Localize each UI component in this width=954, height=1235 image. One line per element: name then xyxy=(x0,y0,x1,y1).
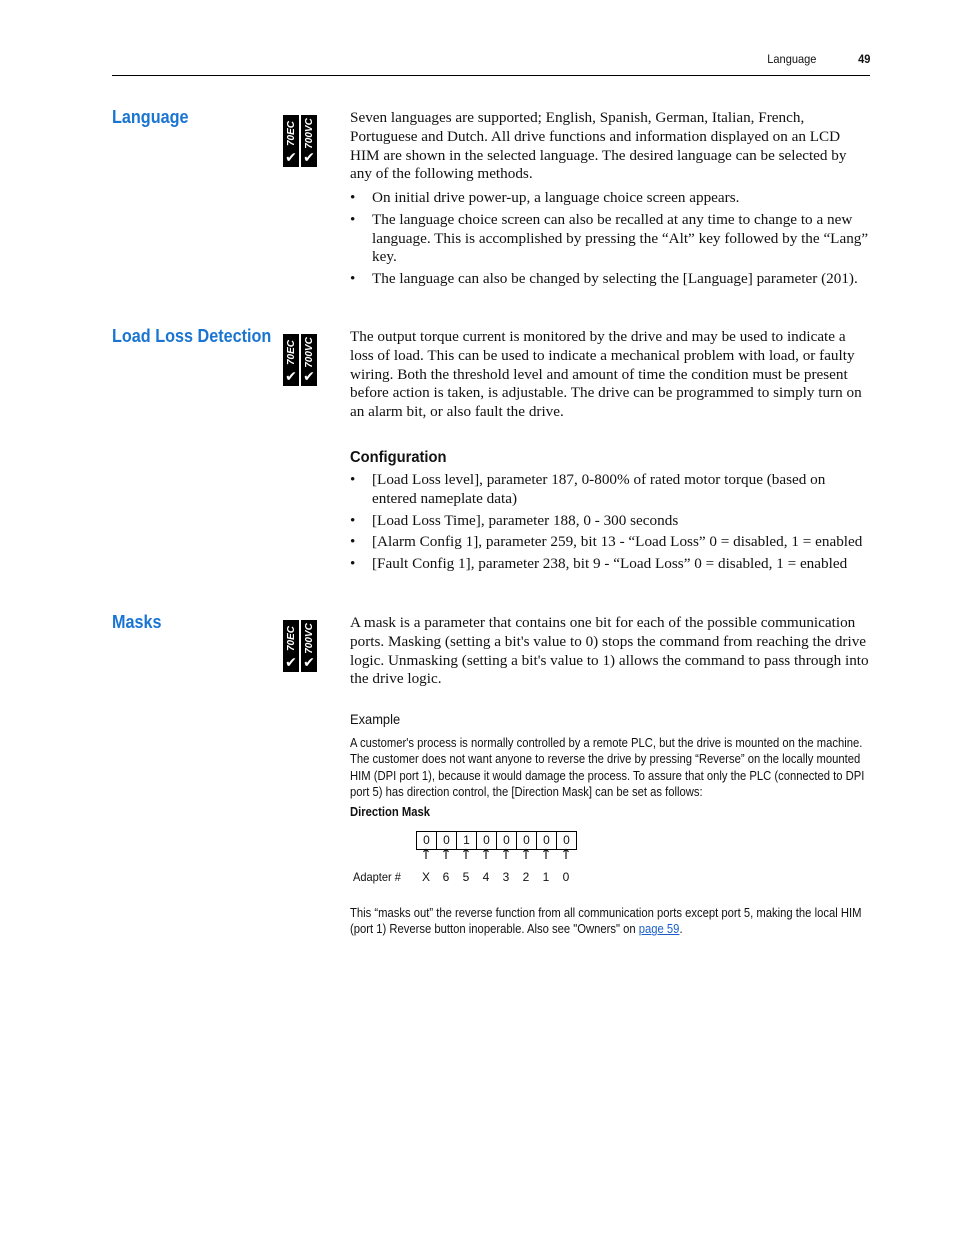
mask-bit: 0 xyxy=(476,832,496,849)
direction-mask-title: Direction Mask xyxy=(350,805,431,819)
section-title-load-loss: Load Loss Detection xyxy=(112,326,272,346)
port-number: X xyxy=(421,870,430,884)
adapter-label: Adapter # xyxy=(353,870,401,884)
closing-text: This “masks out” the reverse function from all communication ports except port 5, making the local HIM (port 1) Reverse button inoperable. Also see "Owners" on xyxy=(350,906,862,937)
masks-paragraph: A mask is a parameter that contains one bit for each of the possible communication ports. Masking (setting a bit's value to 0) stops the command from reaching the drive logic. Unmasking (setting a bit's value to 1) allows the command to pass through into the drive logic. xyxy=(350,614,869,688)
arrow-up-icon: ↑ xyxy=(540,847,552,863)
port-number: 4 xyxy=(482,870,490,884)
check-icon: ✔ xyxy=(285,655,297,671)
list-item: • [Load Loss Time], parameter 188, 0 - 300 seconds xyxy=(350,511,679,529)
page-59-link[interactable]: page 59 xyxy=(638,922,680,937)
mask-bit: 0 xyxy=(556,832,576,849)
port-number: 5 xyxy=(462,870,470,884)
mask-bit: 0 xyxy=(423,833,430,847)
check-icon: ✔ xyxy=(303,369,315,385)
drive-compat-badge xyxy=(283,115,318,167)
list-item: • The language choice screen can also be recalled at any time to change to a new language. This is accomplished by pressing the “Alt” key followed by the “Lang” key. xyxy=(350,210,869,266)
badge-700vc-label: 700VC xyxy=(303,336,315,368)
badge-70ec-label: 70EC xyxy=(285,120,297,146)
header-section-name: Language xyxy=(766,52,816,66)
example-text: A customer's process is normally controlled by a remote PLC, but the drive is mounted on the machine. The customer does not want anyone to reverse the drive by pressing “Reverse” on the locally mounted HIM (DPI port 1), because it would damage the process. To assure that only the PLC (connected to DPI port 5) has direction control, the [Direction Mask] can be set as follows: xyxy=(350,736,865,800)
list-item-text: [Load Loss Time], parameter 188, 0 - 300 seconds xyxy=(372,511,679,529)
configuration-heading: Configuration xyxy=(350,449,447,466)
list-item: • [Fault Config 1], parameter 238, bit 9 - “Load Loss” 0 = disabled, 1 = enabled xyxy=(350,555,848,573)
check-icon: ✔ xyxy=(303,150,315,166)
arrow-up-icon: ↑ xyxy=(560,847,572,863)
section-title-masks: Masks xyxy=(112,612,162,632)
badge-70ec-label: 70EC xyxy=(285,625,297,651)
badge-700vc xyxy=(301,620,317,672)
list-item-text: [Fault Config 1], parameter 238, bit 9 - “Load Loss” 0 = disabled, 1 = enabled xyxy=(372,555,848,573)
mask-bit: 1 xyxy=(456,832,476,849)
mask-bit: 0 xyxy=(536,832,556,849)
list-item: • The language can also be changed by selecting the [Language] parameter (201). xyxy=(350,270,858,288)
closing-paragraph xyxy=(350,905,872,938)
arrow-up-icon: ↑ xyxy=(460,847,472,863)
port-number: 2 xyxy=(522,870,530,884)
badge-700vc-label: 700VC xyxy=(303,622,315,654)
check-icon: ✔ xyxy=(285,150,297,166)
badge-70ec xyxy=(283,115,299,167)
arrow-up-icon: ↑ xyxy=(440,847,452,863)
arrow-up-icon: ↑ xyxy=(520,847,532,863)
list-item-text: The language can also be changed by selecting the [Language] parameter (201). xyxy=(372,270,858,288)
direction-mask-diagram xyxy=(350,830,590,890)
header-rule xyxy=(112,75,870,76)
list-item-text: On initial drive power-up, a language choice screen appears. xyxy=(372,189,740,206)
example-label: Example xyxy=(350,711,401,727)
list-item: • On initial drive power-up, a language choice screen appears. xyxy=(350,189,740,206)
mask-bit: 0 xyxy=(516,832,536,849)
closing-end: . xyxy=(679,922,683,937)
port-number: 3 xyxy=(502,870,510,884)
badge-70ec-label: 70EC xyxy=(285,339,297,365)
port-number: 1 xyxy=(542,870,550,884)
list-item-text: [Alarm Config 1], parameter 259, bit 13 - “Load Loss” 0 = disabled, 1 = enabled xyxy=(372,533,863,551)
port-number: 0 xyxy=(562,870,570,884)
list-item-text: The language choice screen can also be recalled at any time to change to a new language. This is accomplished by pressing the “Alt” key followed by the “Lang” key. xyxy=(372,210,869,266)
drive-compat-badge xyxy=(283,620,318,672)
load-loss-paragraph: The output torque current is monitored by the drive and may be used to indicate a loss of load. This can be used to indicate a mechanical problem with load, or faulty wiring. Both the threshold level and amount of time the condition must be present before action is taken, is adjustable. The drive can be programmed to simply turn on an alarm bit, or also fault the drive. xyxy=(350,328,862,421)
load-loss-bullet-list xyxy=(350,471,872,577)
mask-bit: 0 xyxy=(436,832,456,849)
list-item: • [Alarm Config 1], parameter 259, bit 13 - “Load Loss” 0 = disabled, 1 = enabled xyxy=(350,533,863,551)
language-paragraph: Seven languages are supported; English, Spanish, German, Italian, French, Portuguese and Dutch. All drive functions and information displayed on an LCD HIM are shown in the selected language. The desired language can be selected by any of the following methods. xyxy=(350,109,847,183)
language-bullet-list xyxy=(350,189,872,292)
badge-70ec xyxy=(283,620,299,672)
arrow-up-icon: ↑ xyxy=(420,847,432,863)
badge-70ec xyxy=(283,334,299,386)
list-item: • [Load Loss level], parameter 187, 0-800% of rated motor torque (based on entered nameplate data) xyxy=(350,471,826,507)
badge-700vc xyxy=(301,334,317,386)
page-number: 49 xyxy=(857,52,870,66)
arrow-row xyxy=(416,847,576,863)
badge-700vc xyxy=(301,115,317,167)
list-item-text: [Load Loss level], parameter 187, 0-800% of rated motor torque (based on entered nameplate data) xyxy=(372,471,826,507)
section-title-language: Language xyxy=(112,107,189,127)
arrow-up-icon: ↑ xyxy=(480,847,492,863)
drive-compat-badge xyxy=(283,334,318,386)
arrow-up-icon: ↑ xyxy=(500,847,512,863)
badge-700vc-label: 700VC xyxy=(303,117,315,149)
port-number: 6 xyxy=(442,870,450,884)
mask-bit: 0 xyxy=(496,832,516,849)
check-icon: ✔ xyxy=(285,369,297,385)
check-icon: ✔ xyxy=(303,655,315,671)
running-header xyxy=(0,52,870,70)
port-number-row xyxy=(416,870,576,884)
